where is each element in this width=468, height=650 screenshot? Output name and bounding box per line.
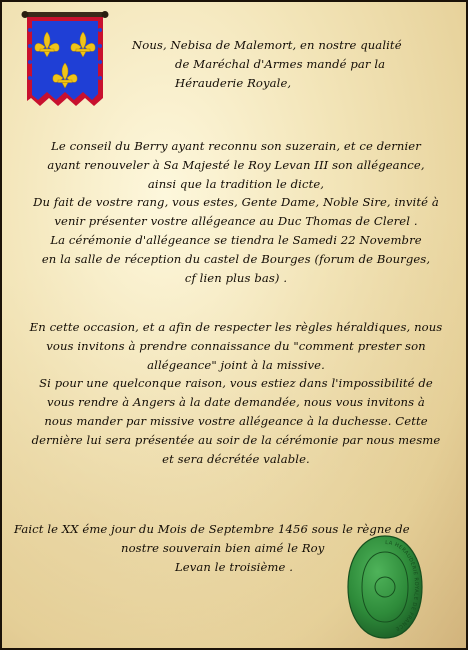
text-line: nous mander par missive vostre allégeance à la duchesse. Cette — [44, 413, 428, 428]
text-line: cf lien plus bas) . — [184, 270, 288, 285]
body-paragraph-1 — [6, 137, 466, 287]
header-line-3: Hérauderie Royale, — [175, 76, 292, 90]
seal-ring-text: LA HERAUDERIE ROYALE DE FRANCE — [384, 539, 420, 632]
body-paragraph-2 — [6, 318, 466, 468]
text-line: vous invitons à prendre connaissance du "comment prester son — [46, 338, 426, 353]
text-line: La cérémonie d'allégeance se tiendra le Samedi 22 Novembre — [50, 232, 422, 247]
text-line: allégeance" joint à la missive. — [147, 357, 325, 372]
wax-seal-icon — [347, 534, 423, 640]
text-line: vous rendre à Angers à la date demandée, nous vous invitons à — [47, 395, 425, 410]
text-line: dernière lui sera présentée au soir de la cérémonie par nous mesme — [31, 432, 441, 447]
text-line: en la salle de réception du castel de Bourges (forum de Bourges, — [41, 251, 431, 266]
header-line-1: Nous, Nebisa de Malemort, en nostre qualité — [132, 38, 402, 52]
dating-clause-line-2: nostre souverain bien aimé le Roy — [121, 541, 325, 555]
text-line: Du fait de vostre rang, vous estes, Gente Dame, Noble Sire, invité à — [33, 195, 439, 210]
text-line: Si pour une quelconque raison, vous estiez dans l'impossibilité de — [39, 376, 433, 391]
text-line: Le conseil du Berry ayant reconnu son suzerain, et ce dernier — [51, 139, 421, 153]
dating-clause-line-1: Faict le XX éme jour du Mois de Septembre 1456 sous le règne de — [14, 522, 410, 536]
dating-clause-line-3: Levan le troisième . — [175, 560, 294, 574]
text-line: En cette occasion, et a afin de respecter les règles héraldiques, nous — [29, 320, 443, 334]
text-line: et sera décrétée valable. — [162, 451, 310, 466]
header-line-2: de Maréchal d'Armes mandé par la — [175, 57, 386, 71]
text-line: venir présenter vostre allégeance au Duc Thomas de Clerel . — [54, 214, 418, 229]
text-line: ainsi que la tradition le dicte, — [147, 176, 325, 191]
fleur-de-lis-banner-icon — [21, 10, 109, 118]
text-line: ayant renouveler à Sa Majesté le Roy Levan III son allégeance, — [47, 157, 425, 172]
